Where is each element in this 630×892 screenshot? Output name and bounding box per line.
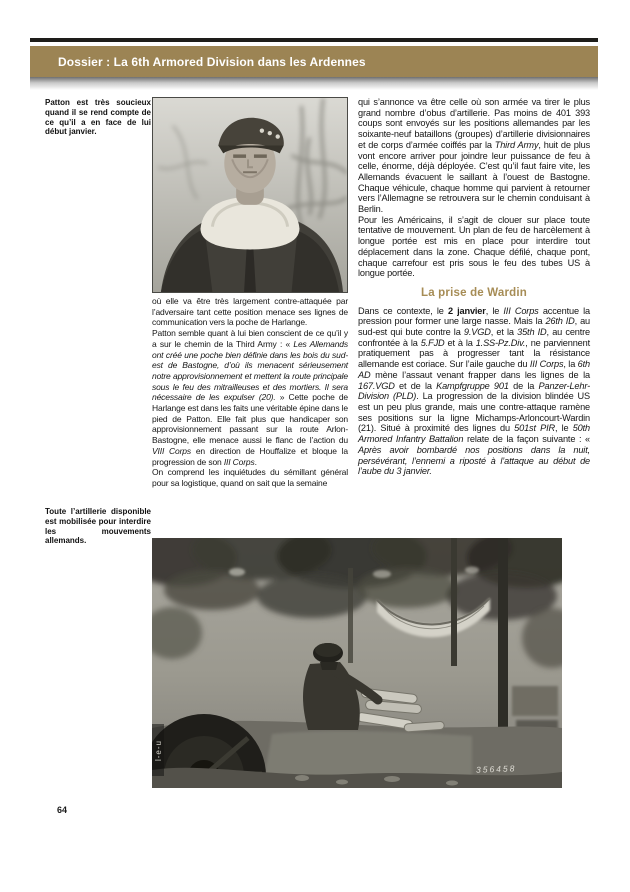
paragraph: Patton semble quant à lui bien conscient de ce qu’il y a sur le chemin de la Third Army : « Les Allemands ont créé une poche bien définie dans les bois du sud-est de Bastogne, d’où ils menacent sérieusement notre approvisionnement et mettent la route principale sous le feu des mitrailleuses et des mortiers. Il sera nécessaire de les expulser (20). » Cette poche de Harlange est dans les faits une véritable épine dans le pied de Patton. Elle fait plus que handicaper son approvisionnement passant sur la route Arlon-Bastogne, elle menace aussi le flanc de l’action du VIII Corps en direction de Houffalize et bloque la progression de son III Corps. bbox=[152, 328, 348, 467]
paragraph: qui s’annonce va être celle où son armée va tirer le plus grand nombre d’obus d’artillerie. Pas moins de 401 393 coups sont envoyés sur les positions allemandes par les soixante-neuf bataillons (groupes) d’artillerie divisionnaires et de corps d’armée coiffés par la Third Army, huit de plus vont encore arriver pour joindre leur puissance de feu à celle, énorme, déjà déployée. C’est qu’il faut faire vite, les Allemands évacuent le saillant à l’ouest de Bastogne. Chaque véhicule, chaque homme qui parvient à retourner vers l’Allemagne se retrouvera sur le chemin conduisant à Berlin. bbox=[358, 97, 591, 215]
header-top-rule bbox=[30, 38, 598, 42]
photo-artillery-position bbox=[152, 538, 562, 788]
body-column-right bbox=[358, 97, 590, 477]
header-shadow bbox=[30, 77, 598, 90]
artillery-photo-graphic bbox=[152, 538, 562, 788]
body-column-left bbox=[152, 296, 348, 489]
photo-archive-number: 356458 bbox=[475, 763, 517, 775]
dossier-header-band bbox=[30, 46, 598, 77]
photo-watermark bbox=[152, 724, 164, 776]
paragraph: Pour les Américains, il s’agit de clouer sur place toute tentative de mouvement. Un plan de feu de harcèlement à longue portée est mis en place pour interdire tout déplacement dans la zone. Chaque défilé, chaque pont, chaque carrefour est pris sous le feu des tubes US à longue portée. bbox=[358, 214, 590, 279]
photo-watermark-text: l-e-u bbox=[153, 739, 163, 761]
paragraph: Dans ce contexte, le 2 janvier, le III Corps accentue la pression pour former une large nasse. Mais la 26th ID, au sud-est qui bute contre la 9.VGD, et la 35th ID, au centre confrontée à la 5.FJD et à la 1.SS-Pz.Div., ne parviennent pratiquement pas à progresser tant la résistance allemande est coriace. Sur l’aile gauche du III Corps, la 6th AD mène l’assaut venant frapper dans les lignes de la 167.VGD et de la Kampfgruppe 901 de la Panzer-Lehr-Division (PLD). La progression de la division blindée US est un peu plus grande, mais une contre-attaque ramène ses positions sur la ligne Michamps-Arloncourt-Wardin (21). Situé à proximité des lignes du 501st PIR, le 50th Armored Infantry Battalion relate de la façon suivante : « Après avoir bombardé nos positions dans la nuit, persévérant, l’ennemi a riposté à l’attaque au début de l’aube du 3 janvier. bbox=[358, 305, 591, 477]
patton-photo-graphic bbox=[153, 98, 347, 292]
dossier-title: Dossier : La 6th Armored Division dans les Ardennes bbox=[58, 54, 366, 69]
section-heading-la-prise-de-wardin: La prise de Wardin bbox=[420, 286, 528, 299]
page-number: 64 bbox=[57, 805, 68, 815]
paragraph: On comprend les inquiétudes du sémillant général pour sa logistique, quand on sait que la semaine bbox=[152, 467, 348, 488]
photo-patton-portrait bbox=[152, 97, 348, 293]
caption-artillery-photo: Toute l’artillerie disponible est mobilisée pour interdire les mouvements allemands. bbox=[45, 507, 151, 546]
caption-patton-photo: Patton est très soucieux quand il se rend compte de ce qu’il a en face de lui début janvier. bbox=[45, 98, 151, 137]
paragraph: où elle va être très largement contre-attaquée par l’adversaire tant cette position menace ses lignes de communication vers la poche de Harlange. bbox=[152, 296, 348, 328]
